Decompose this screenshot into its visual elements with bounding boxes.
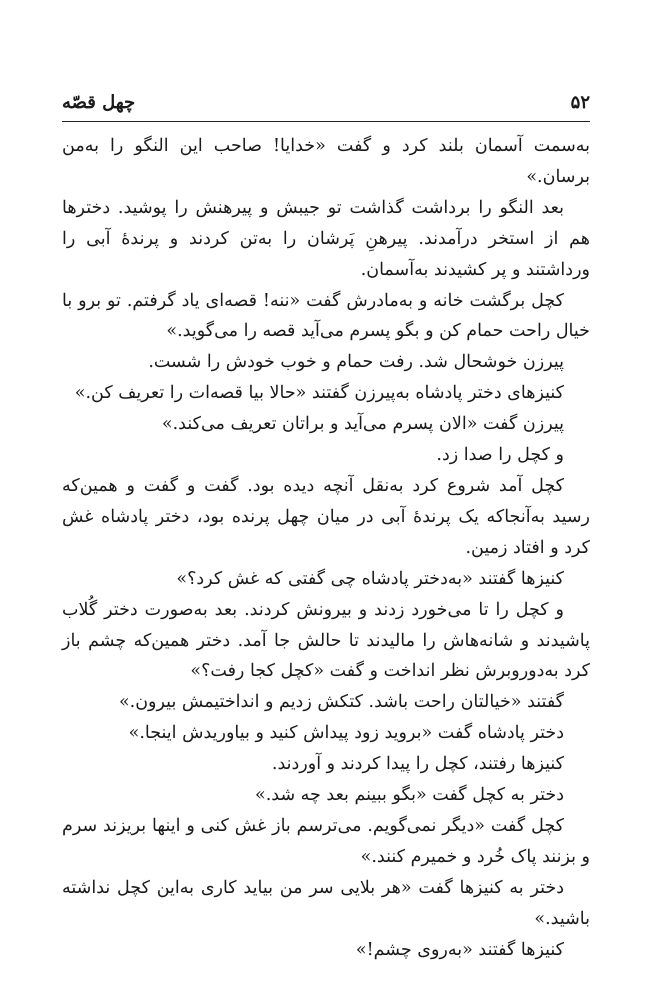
paragraph: دختر به کچل گفت «بگو ببینم بعد چه شد.» (254, 785, 564, 806)
page-number: ۵۲ (570, 92, 590, 113)
paragraph: کنیزها گفتند «به‌روی چشم!» (355, 939, 564, 960)
paragraph: کنیزها گفتند «به‌دختر پادشاه چی گفتی که غش کرد؟» (176, 568, 564, 589)
paragraph: بعد النگو را برداشت گذاشت تو جیبش و پیرهنش را پوشید. دخترها هم از استخر درآمدند. پیرهنِ پَرشان را به‌تن کردند و پرندهٔ آبی را ورداشتند و پر کشیدند به‌آسمان. (62, 197, 590, 280)
paragraph: پیرزن گفت «الان پسرم می‌آید و براتان تعریف می‌کند.» (161, 414, 564, 435)
paragraph: کچل برگشت خانه و به‌مادرش گفت «ننه! قصه‌ای یاد گرفتم. تو برو با خیال راحت حمام کن و بگو پسرم می‌آید قصه را می‌گوید.» (62, 290, 590, 342)
paragraph: دختر پادشاه گفت «بروید زود پیداش کنید و بیاوریدش اینجا.» (128, 723, 564, 744)
paragraph: کنیزهای دختر پادشاه به‌پیرزن گفتند «حالا بیا قصه‌ات را تعریف کن.» (74, 383, 564, 404)
paragraph: و کچل را صدا زد. (436, 445, 564, 466)
header-rule (62, 121, 590, 122)
paragraph: پیرزن خوشحال شد. رفت حمام و خوب خودش را شست. (148, 352, 564, 373)
paragraph: کچل آمد شروع کرد به‌نقل آنچه دیده بود. گفت و گفت و همین‌که رسید به‌آنجاکه یک پرندهٔ آبی در میان چهل پرنده بود، دختر پادشاه غش کرد و افتاد زمین. (62, 475, 590, 558)
page-header (62, 88, 590, 122)
paragraph: دختر به کنیزها گفت «هر بلایی سر من بیاید کاری به‌این کچل نداشته باشید.» (62, 877, 590, 929)
paragraph: به‌سمت آسمان بلند کرد و گفت «خدایا! صاحب این النگو را به‌من برسان.» (62, 136, 590, 187)
running-title: چهل قصّه (62, 92, 136, 113)
story-text (62, 131, 590, 965)
paragraph: گفتند «خیالتان راحت باشد. کتکش زدیم و انداختیمش بیرون.» (118, 692, 564, 713)
paragraph: کچل گفت «دیگر نمی‌گویم. می‌ترسم باز غش کنی و اینها بریزند سرم و بزنند پاک خُرد و خمیرم کنند.» (62, 815, 590, 867)
paragraph: و کچل را تا می‌خورد زدند و بیرونش کردند. بعد به‌صورت دختر گُلاب پاشیدند و شانه‌هاش را مالیدند تا حالش جا آمد. دختر همین‌که چشم باز کرد به‌دوروبرش نظر انداخت و گفت «کچل کجا رفت؟» (62, 599, 590, 682)
paragraph: کنیزها رفتند، کچل را پیدا کردند و آوردند. (271, 754, 564, 775)
